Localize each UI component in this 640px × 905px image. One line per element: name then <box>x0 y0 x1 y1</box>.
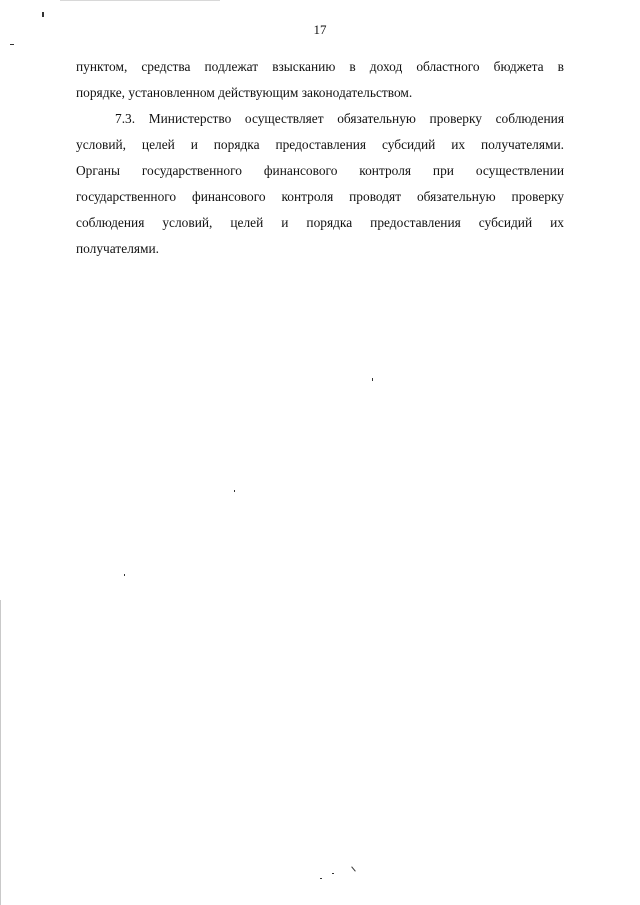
page-number: 17 <box>313 22 327 37</box>
text-line: Органы государственного финансового контроля при осуществлении <box>76 163 564 178</box>
text-line: пунктом, средства подлежат взысканию в доход областного бюджета в <box>76 59 564 74</box>
scan-speck <box>42 12 44 17</box>
paragraph-continuation <box>76 54 564 106</box>
text-line: получателями. <box>76 241 160 256</box>
scan-speck <box>10 44 14 45</box>
scan-edge-line <box>0 600 1 905</box>
paragraph-7-3 <box>76 106 564 262</box>
scan-speck <box>372 378 373 381</box>
text-line: условий, целей и порядка предоставления субсидий их получателями. <box>76 137 564 152</box>
text-line: порядке, установленном действующим законодательством. <box>76 85 413 100</box>
scan-speck <box>320 878 322 879</box>
text-line: 7.3. Министерство осуществляет обязательную проверку соблюдения <box>115 111 564 126</box>
scan-speck <box>124 574 125 576</box>
scan-speck <box>332 873 334 874</box>
scan-edge-mark <box>60 0 220 1</box>
scan-speck <box>351 866 356 871</box>
text-line: государственного финансового контроля проводят обязательную проверку <box>76 189 564 204</box>
scan-speck <box>234 490 235 492</box>
text-line: соблюдения условий, целей и порядка предоставления субсидий их <box>76 215 564 230</box>
